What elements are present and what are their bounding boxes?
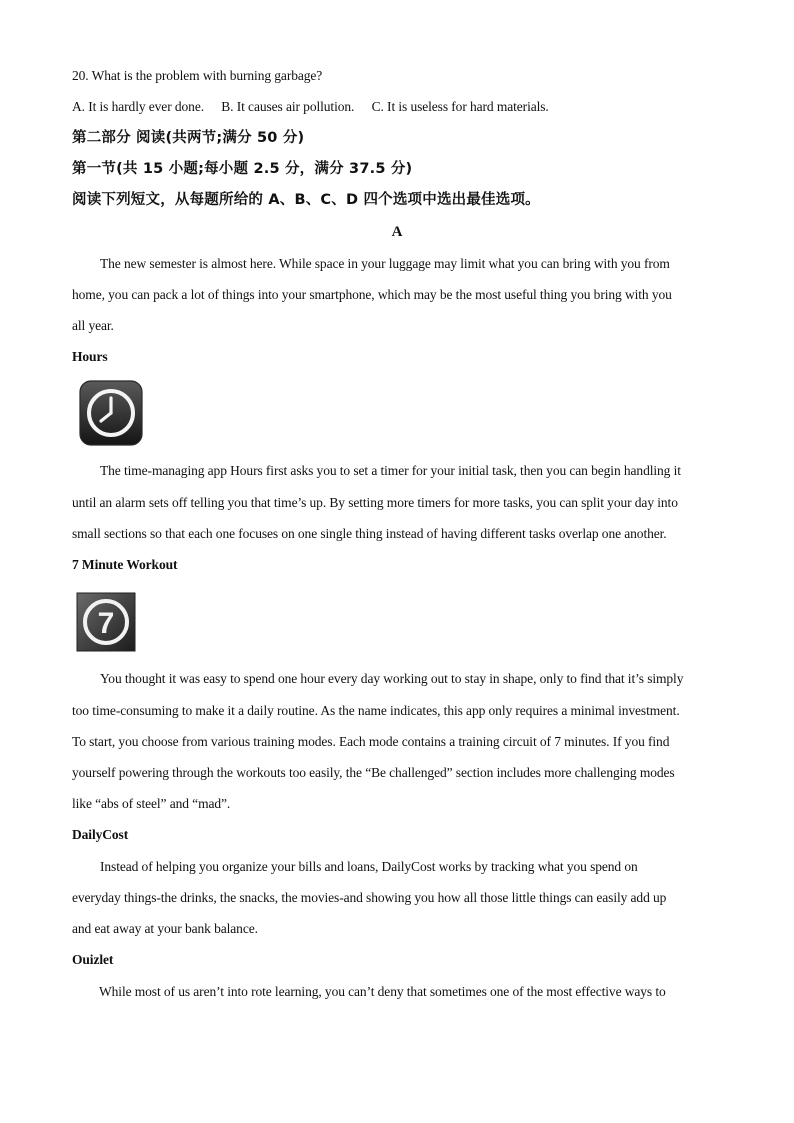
intro-line-1: The new semester is almost here. While space in your luggage may limit what you can bring with you from — [100, 256, 670, 271]
seven-icon-digit: 7 — [97, 607, 115, 640]
instructions: 阅读下列短文，从每题所给的 A、B、C、D 四个选项中选出最佳选项。 — [72, 192, 540, 208]
question-20-option-b: B. It causes air pollution. — [221, 99, 355, 114]
workout-title: 7 Minute Workout — [72, 557, 178, 572]
hours-line-2: until an alarm sets off telling you that time’s up. By setting more timers for more tasks, you can split your day into — [72, 495, 678, 510]
workout-line-1: You thought it was easy to spend one hour every day working out to stay in shape, only to find that it’s simply — [100, 671, 684, 686]
hours-title: Hours — [72, 349, 108, 364]
dailycost-line-3: and eat away at your bank balance. — [72, 921, 258, 936]
clock-icon — [79, 380, 143, 446]
passage-label: A — [391, 224, 403, 240]
dailycost-line-2: everyday things-the drinks, the snacks, the movies-and showing you how all those little things can easily add up — [72, 890, 667, 905]
dailycost-title: DailyCost — [72, 827, 129, 842]
part-title: 第二部分 阅读(共两节;满分 50 分) — [72, 130, 305, 146]
workout-line-2: too time-consuming to make it a daily routine. As the name indicates, this app only requires a minimal investment. — [72, 703, 680, 718]
seven-minute-icon — [76, 592, 136, 652]
intro-line-2: home, you can pack a lot of things into your smartphone, which may be the most useful thing you bring with you — [72, 287, 672, 302]
intro-line-3: all year. — [72, 318, 114, 333]
workout-line-5: like “abs of steel” and “mad”. — [72, 796, 231, 811]
quizlet-title: Ouizlet — [72, 952, 114, 967]
question-20-option-a: A. It is hardly ever done. — [72, 99, 204, 114]
question-20-options — [72, 98, 549, 116]
dailycost-line-1: Instead of helping you organize your bills and loans, DailyCost works by tracking what you spend on — [100, 859, 638, 874]
question-20-option-c: C. It is useless for hard materials. — [371, 99, 549, 114]
hours-line-1: The time-managing app Hours first asks you to set a timer for your initial task, then you can begin handling it — [100, 463, 681, 478]
workout-line-4: yourself powering through the workouts too easily, the “Be challenged” section includes more challenging modes — [72, 765, 675, 780]
quizlet-line-1: While most of us aren’t into rote learning, you can’t deny that sometimes one of the most effective ways to — [99, 984, 666, 999]
subsection-title: 第一节(共 15 小题;每小题 2.5 分，满分 37.5 分) — [72, 161, 413, 177]
question-20-stem: 20. What is the problem with burning garbage? — [72, 68, 323, 83]
hours-line-3: small sections so that each one focuses on one single thing instead of having different tasks overlap one another. — [72, 526, 667, 541]
workout-line-3: To start, you choose from various training modes. Each mode contains a training circuit of 7 minutes. If you find — [72, 734, 670, 749]
